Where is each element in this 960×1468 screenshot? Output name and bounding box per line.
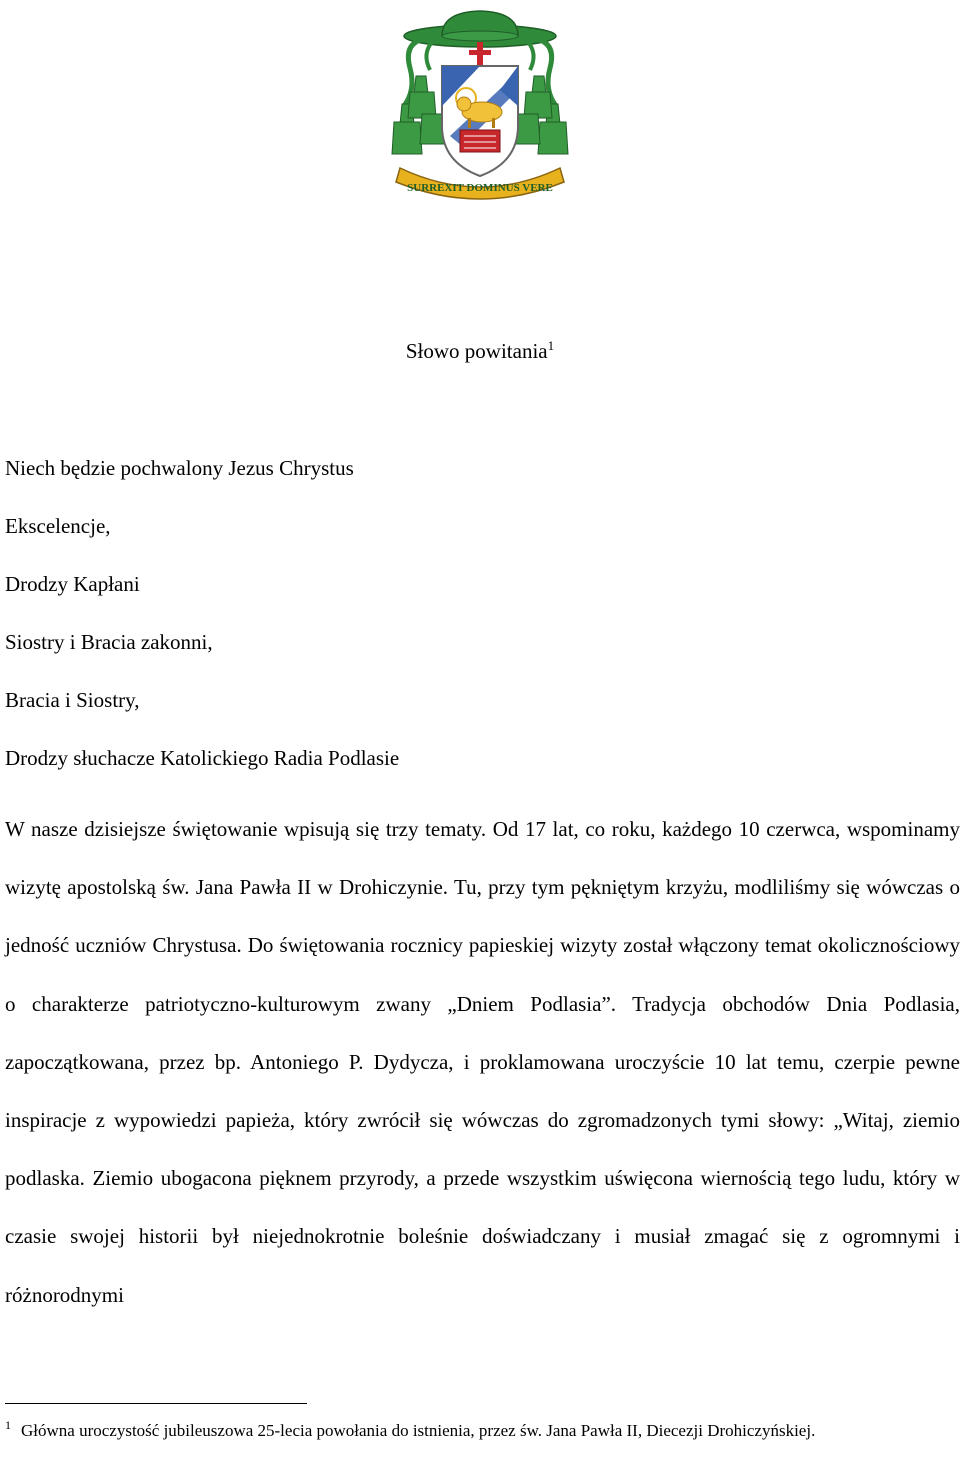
greeting-line: Niech będzie pochwalony Jezus Chrystus: [5, 456, 354, 480]
footnote-text: Główna uroczystość jubileuszowa 25-lecia powołania do istnienia, przez św. Jana Pawła II, Diecezji Drohiczyńskiej.: [21, 1421, 816, 1440]
title-text: Słowo powitania: [405, 339, 548, 363]
greeting-line: Drodzy słuchacze Katolickiego Radia Podlasie: [5, 746, 400, 770]
coat-of-arms-icon: [380, 6, 580, 206]
title-footnote-ref: 1: [547, 338, 555, 353]
body-paragraph: W nasze dzisiejsze świętowanie wpisują się trzy tematy. Od 17 lat, co roku, każdego 10 czerwca, wspominamy wizytę apostolską św. Jana Pawła II w Drohiczynie. Tu, przy tym pękniętym krzyżu, modliliśmy się wówczas o jedność uczniów Chrystusa. Do świętowania rocznicy papieskiej wizyty został włączony temat okolicznościowy o charakterze patriotyczno-kulturowym zwany „Dniem Podlasia”. Tradycja obchodów Dnia Podlasia, zapoczątkowana, przez bp. Antoniego P. Dydycza, i proklamowana uroczyście 10 lat temu, czerpie pewne inspiracje z wypowiedzi papieża, który zwrócił się wówczas do zgromadzonych tymi słowy: „Witaj, ziemio podlaska. Ziemio ubogacona pięknem przyrody, a przede wszystkim uświęcona wiernością tego ludu, który w czasie swojej historii był niejednokrotnie boleśnie doświadczany i musiał zmagać się z ogromnymi i różnorodnymi: [5, 817, 960, 1307]
greeting-line: Bracia i Siostry,: [5, 688, 140, 712]
greeting-line: Siostry i Bracia zakonni,: [5, 630, 213, 654]
greeting-line: Ekscelencje,: [5, 514, 111, 538]
footnote-divider: [5, 1403, 307, 1404]
page-title: [0, 336, 960, 366]
footnote: [5, 1418, 960, 1443]
greeting-line: Drodzy Kapłani: [5, 572, 140, 596]
footnote-number: 1: [5, 1418, 11, 1433]
svg-text:SURREXIT DOMINUS VERE: SURREXIT DOMINUS VERE: [407, 182, 553, 194]
